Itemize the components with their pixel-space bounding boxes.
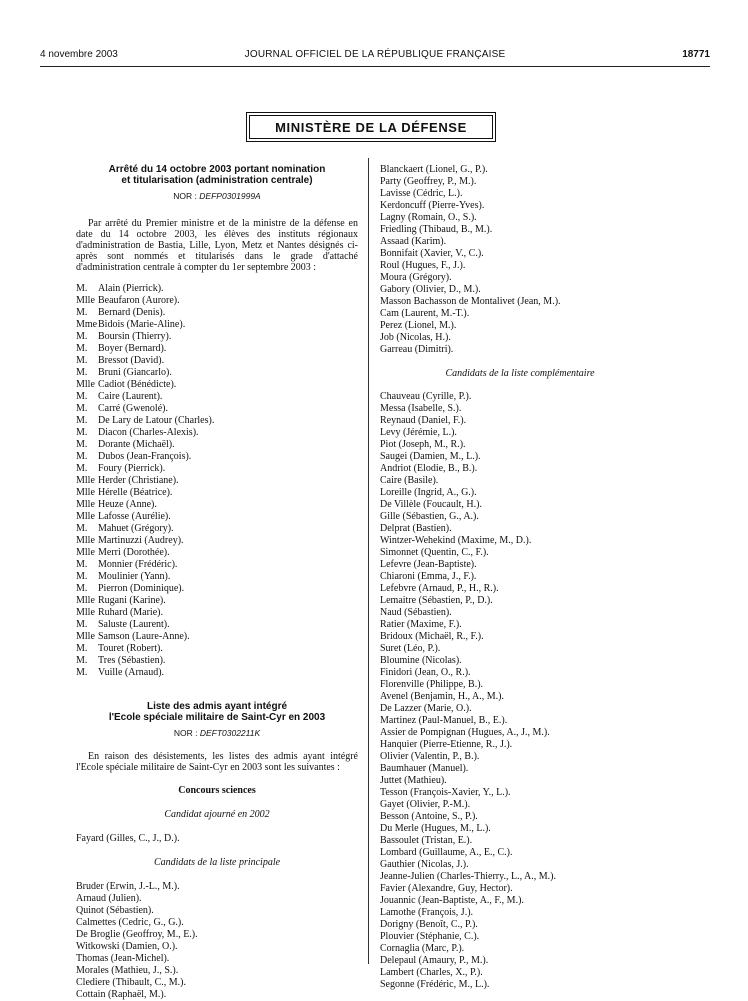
nominee-row — [76, 607, 358, 619]
nominee-title: M. — [76, 343, 88, 354]
principal-list-right — [380, 164, 660, 356]
nominee-title: Mlle — [76, 475, 95, 486]
nominee-name: Herder (Christiane). — [98, 475, 179, 486]
nominee-row — [76, 643, 358, 655]
nominee-title: M. — [76, 583, 88, 594]
complementary-candidate: Cornaglia (Marc, P.). — [380, 943, 465, 954]
complementary-candidate: Avenel (Benjamin, H., A., M.). — [380, 691, 504, 702]
nominee-title: Mlle — [76, 295, 95, 306]
nor-code: DEFT0302211K — [199, 728, 261, 738]
issue-date: 4 novembre 2003 — [40, 49, 118, 60]
complementary-candidate: Gille (Sébastien, G., A.). — [380, 511, 479, 522]
nominee-name: Merri (Dorothée). — [98, 547, 170, 558]
decree1-title-line2: et titularisation (administration centrale) — [121, 175, 313, 186]
principal-candidate: Job (Nicolas, H.). — [380, 332, 451, 343]
nominee-row — [76, 535, 358, 547]
complementary-candidate: Suret (Léo, P.). — [380, 643, 441, 654]
nominee-name: Bressot (David). — [98, 355, 165, 366]
complementary-candidate: Piot (Joseph, M., R.). — [380, 439, 466, 450]
nominee-row — [76, 295, 358, 307]
nominee-row — [76, 343, 358, 355]
nominee-row — [76, 415, 358, 427]
nominee-name: Tres (Sébastien). — [98, 655, 166, 666]
nominee-name: Bidois (Marie-Aline). — [98, 319, 186, 330]
nominee-title: Mlle — [76, 607, 95, 618]
complementary-heading: Candidats de la liste complémentaire — [445, 368, 595, 379]
nominee-row — [76, 583, 358, 595]
nor-label: NOR : — [173, 191, 197, 201]
complementary-candidate: Martinez (Paul-Manuel, B., E.). — [380, 715, 508, 726]
nominee-row — [76, 355, 358, 367]
nominee-row — [76, 451, 358, 463]
nominee-name: Boursin (Thierry). — [98, 331, 172, 342]
nominee-name: Bernard (Denis). — [98, 307, 166, 318]
principal-candidate: Gabory (Olivier, D., M.). — [380, 284, 481, 295]
complementary-candidate: Plouvier (Stéphanie, C.). — [380, 931, 480, 942]
complementary-list — [380, 391, 660, 991]
nominee-name: Carré (Gwenolé). — [98, 403, 168, 414]
complementary-candidate: Andriot (Elodie, B., B.). — [380, 463, 478, 474]
complementary-candidate: De Villèle (Foucault, H.). — [380, 499, 482, 510]
nominee-title: M. — [76, 643, 88, 654]
decree2-body: En raison des désistements, les listes des admis ayant intégré l'Ecole spéciale militaire de Saint-Cyr en 2003 sont les suivantes : — [76, 751, 358, 773]
principal-candidate: Blanckaert (Lionel, G., P.). — [380, 164, 488, 175]
complementary-candidate: Delepaul (Amaury, P., M.). — [380, 955, 489, 966]
nominee-list — [76, 283, 358, 679]
principal-candidate: Clediere (Thibault, C., M.). — [76, 977, 186, 988]
nominee-title: M. — [76, 367, 88, 378]
complementary-candidate: Bassoulet (Tristan, E.). — [380, 835, 473, 846]
nominee-title: Mlle — [76, 595, 95, 606]
nominee-title: M. — [76, 559, 88, 570]
nor-label: NOR : — [173, 728, 198, 738]
deferred-heading: Candidat ajourné en 2002 — [164, 809, 270, 820]
complementary-candidate: Besson (Antoine, S., P.). — [380, 811, 478, 822]
nominee-row — [76, 475, 358, 487]
complementary-candidate: Bloumine (Nicolas). — [380, 655, 462, 666]
nominee-row — [76, 319, 358, 331]
principal-list-left — [76, 881, 358, 1001]
nominee-title: Mme — [76, 319, 98, 330]
left-column — [76, 164, 358, 1001]
nominee-name: Monnier (Frédéric). — [98, 559, 178, 570]
nominee-title: M. — [76, 307, 88, 318]
nominee-title: Mlle — [76, 535, 95, 546]
nominee-row — [76, 403, 358, 415]
complementary-candidate: Hanquier (Pierre-Etienne, R., J.). — [380, 739, 513, 750]
complementary-candidate: Gauthier (Nicolas, J.). — [380, 859, 469, 870]
complementary-candidate: Lefevre (Jean-Baptiste). — [380, 559, 477, 570]
nominee-row — [76, 499, 358, 511]
nominee-row — [76, 307, 358, 319]
complementary-candidate: Messa (Isabelle, S.). — [380, 403, 462, 414]
complementary-candidate: Gayet (Olivier, P.-M.). — [380, 799, 471, 810]
principal-candidate: Roul (Hugues, F., J.). — [380, 260, 466, 271]
complementary-candidate: Jeanne-Julien (Charles-Thierry., L., A., M.). — [380, 871, 556, 882]
header-rule — [40, 66, 710, 67]
nominee-title: M. — [76, 427, 88, 438]
principal-candidate: Morales (Mathieu, J., S.). — [76, 965, 179, 976]
nominee-title: M. — [76, 355, 88, 366]
decree2-title-line1: Liste des admis ayant intégré — [146, 701, 288, 712]
complementary-candidate: Dorigny (Benoît, C., P.). — [380, 919, 478, 930]
complementary-candidate: Favier (Alexandre, Guy, Hector). — [380, 883, 513, 894]
principal-candidate: Lagny (Romain, O., S.). — [380, 212, 477, 223]
principal-heading: Candidats de la liste principale — [153, 857, 281, 868]
nominee-row — [76, 571, 358, 583]
nominee-name: Martinuzzi (Audrey). — [98, 535, 184, 546]
complementary-candidate: Lefebvre (Arnaud, P., H., R.). — [380, 583, 499, 594]
nominee-title: M. — [76, 619, 88, 630]
decree2-title — [76, 701, 358, 723]
complementary-candidate: Naud (Sébastien). — [380, 607, 452, 618]
nominee-title: M. — [76, 391, 88, 402]
nominee-title: M. — [76, 451, 88, 462]
nominee-row — [76, 595, 358, 607]
nominee-row — [76, 331, 358, 343]
complementary-candidate: Lamothe (François, J.). — [380, 907, 474, 918]
nominee-row — [76, 559, 358, 571]
nominee-title: M. — [76, 415, 88, 426]
principal-candidate: Party (Geoffrey, P., M.). — [380, 176, 477, 187]
nominee-row — [76, 511, 358, 523]
nominee-title: Mlle — [76, 631, 95, 642]
ministry-title: MINISTÈRE DE LA DÉFENSE — [249, 115, 493, 139]
nominee-name: Vuille (Arnaud). — [98, 667, 165, 678]
nominee-name: De Lary de Latour (Charles). — [98, 415, 215, 426]
principal-candidate: Arnaud (Julien). — [76, 893, 142, 904]
nominee-name: Ruhard (Marie). — [98, 607, 163, 618]
nominee-name: Pierron (Dominique). — [98, 583, 185, 594]
principal-candidate: Friedling (Thibaud, B., M.). — [380, 224, 493, 235]
complementary-candidate: Delprat (Bastien). — [380, 523, 452, 534]
complementary-candidate: Saugei (Damien, M., L.). — [380, 451, 481, 462]
principal-candidate: Kerdoncuff (Pierre-Yves). — [380, 200, 485, 211]
ministry-banner — [246, 112, 496, 142]
nominee-name: Diacon (Charles-Alexis). — [98, 427, 199, 438]
complementary-candidate: Lombard (Guillaume, A., E., C.). — [380, 847, 513, 858]
complementary-candidate: De Lazzer (Marie, O.). — [380, 703, 472, 714]
complementary-candidate: Florenville (Philippe, B.). — [380, 679, 484, 690]
principal-candidate: Cam (Laurent, M.-T.). — [380, 308, 470, 319]
nominee-name: Lafosse (Aurélie). — [98, 511, 171, 522]
nominee-name: Beaufaron (Aurore). — [98, 295, 180, 306]
deferred-candidate: Fayard (Gilles, C., J., D.). — [76, 833, 180, 844]
nominee-name: Cadiot (Bénédicte). — [98, 379, 177, 390]
nominee-title: Mlle — [76, 547, 95, 558]
nominee-row — [76, 367, 358, 379]
nominee-title: Mlle — [76, 487, 95, 498]
nominee-title: Mlle — [76, 511, 95, 522]
complementary-candidate: Reynaud (Daniel, F.). — [380, 415, 467, 426]
nominee-title: M. — [76, 463, 88, 474]
nominee-row — [76, 655, 358, 667]
nominee-name: Heuze (Anne). — [98, 499, 157, 510]
complementary-candidate: Loreille (Ingrid, A., G.). — [380, 487, 477, 498]
column-divider — [368, 158, 369, 964]
nominee-row — [76, 547, 358, 559]
decree1-title — [76, 164, 358, 186]
principal-candidate: Masson Bachasson de Montalivet (Jean, M.). — [380, 296, 561, 307]
complementary-candidate: Tesson (François-Xavier, Y., L.). — [380, 787, 511, 798]
nominee-name: Alain (Pierrick). — [98, 283, 164, 294]
complementary-candidate: Lemaitre (Sébastien, P., D.). — [380, 595, 493, 606]
nominee-name: Bruni (Giancarlo). — [98, 367, 172, 378]
principal-candidate: Perez (Lionel, M.). — [380, 320, 457, 331]
nominee-name: Hérelle (Béatrice). — [98, 487, 173, 498]
principal-candidate: Witkowski (Damien, O.). — [76, 941, 178, 952]
right-column — [380, 164, 660, 991]
nominee-title: M. — [76, 283, 88, 294]
nominee-row — [76, 391, 358, 403]
complementary-candidate: Du Merle (Hugues, M., L.). — [380, 823, 491, 834]
nominee-name: Rugani (Karine). — [98, 595, 166, 606]
page-number: 18771 — [682, 49, 710, 60]
complementary-candidate: Olivier (Valentin, P., B.). — [380, 751, 480, 762]
nominee-title: Mlle — [76, 499, 95, 510]
principal-candidate: Cottain (Raphaël, M.). — [76, 989, 167, 1000]
principal-candidate: Bruder (Erwin, J.-L., M.). — [76, 881, 180, 892]
nominee-name: Saluste (Laurent). — [98, 619, 170, 630]
complementary-candidate: Jouannic (Jean-Baptiste, A., F., M.). — [380, 895, 524, 906]
principal-candidate: Assaad (Karim). — [380, 236, 447, 247]
complementary-candidate: Juttet (Mathieu). — [380, 775, 447, 786]
nominee-name: Touret (Robert). — [98, 643, 163, 654]
nominee-title: M. — [76, 439, 88, 450]
principal-candidate: Thomas (Jean-Michel). — [76, 953, 170, 964]
nominee-title: M. — [76, 523, 88, 534]
nominee-row — [76, 487, 358, 499]
complementary-candidate: Chiaroni (Emma, J., F.). — [380, 571, 477, 582]
nominee-name: Samson (Laure-Anne). — [98, 631, 190, 642]
nominee-name: Foury (Pierrick). — [98, 463, 166, 474]
section-heading: Concours sciences — [178, 785, 256, 796]
complementary-candidate: Simonnet (Quentin, C., F.). — [380, 547, 489, 558]
complementary-candidate: Baumhauer (Manuel). — [380, 763, 469, 774]
principal-candidate: Moura (Grégory). — [380, 272, 452, 283]
decree2-title-line2: l'Ecole spéciale militaire de Saint-Cyr en 2003 — [108, 712, 326, 723]
decree1-nor — [76, 190, 358, 202]
nominee-name: Mahuet (Grégory). — [98, 523, 174, 534]
complementary-candidate: Caire (Basile). — [380, 475, 439, 486]
nominee-title: M. — [76, 667, 88, 678]
nominee-row — [76, 439, 358, 451]
nominee-name: Caire (Laurent). — [98, 391, 163, 402]
nominee-row — [76, 463, 358, 475]
nominee-name: Boyer (Bernard). — [98, 343, 167, 354]
nominee-row — [76, 619, 358, 631]
principal-candidate: Lavisse (Cédric, L.). — [380, 188, 463, 199]
principal-candidate: Calmettes (Cedric, G., G.). — [76, 917, 184, 928]
nominee-row — [76, 667, 358, 679]
nominee-row — [76, 523, 358, 535]
complementary-candidate: Segonne (Frédéric, M., L.). — [380, 979, 490, 990]
complementary-candidate: Bridoux (Michaël, R., F.). — [380, 631, 484, 642]
complementary-candidate: Wintzer-Wehekind (Maxime, M., D.). — [380, 535, 532, 546]
complementary-candidate: Finidori (Jean, O., R.). — [380, 667, 471, 678]
nominee-name: Dorante (Michaël). — [98, 439, 175, 450]
nominee-title: M. — [76, 655, 88, 666]
nominee-row — [76, 631, 358, 643]
principal-candidate: De Broglie (Geoffroy, M., E.). — [76, 929, 198, 940]
decree2-nor — [76, 727, 358, 739]
nominee-row — [76, 379, 358, 391]
complementary-candidate: Ratier (Maxime, F.). — [380, 619, 462, 630]
nominee-name: Dubos (Jean-François). — [98, 451, 192, 462]
principal-candidate: Garreau (Dimitri). — [380, 344, 454, 355]
principal-candidate: Quinot (Sébastien). — [76, 905, 154, 916]
nominee-title: Mlle — [76, 379, 95, 390]
complementary-candidate: Lambert (Charles, X., P.). — [380, 967, 483, 978]
nominee-title: M. — [76, 331, 88, 342]
decree1-title-line1: Arrêté du 14 octobre 2003 portant nomination — [108, 164, 326, 175]
nominee-title: M. — [76, 403, 88, 414]
nominee-row — [76, 427, 358, 439]
nor-code: DEFP0301999A — [199, 191, 261, 201]
deferred-list — [76, 833, 358, 845]
nominee-row — [76, 283, 358, 295]
complementary-candidate: Assier de Pompignan (Hugues, A., J., M.). — [380, 727, 550, 738]
page-header — [40, 49, 710, 63]
nominee-name: Moulinier (Yann). — [98, 571, 171, 582]
decree1-body: Par arrêté du Premier ministre et de la ministre de la défense en date du 14 octobre 2003, les élèves des instituts régionaux d'administration de Bastia, Lille, Lyon, Metz et Nantes désignés ci-après sont nommés et titularisés dans le grade d'attaché d'administration centrale à compter du 1er septembre 2003 : — [76, 218, 358, 273]
complementary-candidate: Levy (Jérémie, L.). — [380, 427, 457, 438]
principal-candidate: Bonnifait (Xavier, V., C.). — [380, 248, 484, 259]
complementary-candidate: Chauveau (Cyrille, P.). — [380, 391, 472, 402]
journal-title: JOURNAL OFFICIEL DE LA RÉPUBLIQUE FRANÇAISE — [244, 49, 506, 60]
nominee-title: M. — [76, 571, 88, 582]
